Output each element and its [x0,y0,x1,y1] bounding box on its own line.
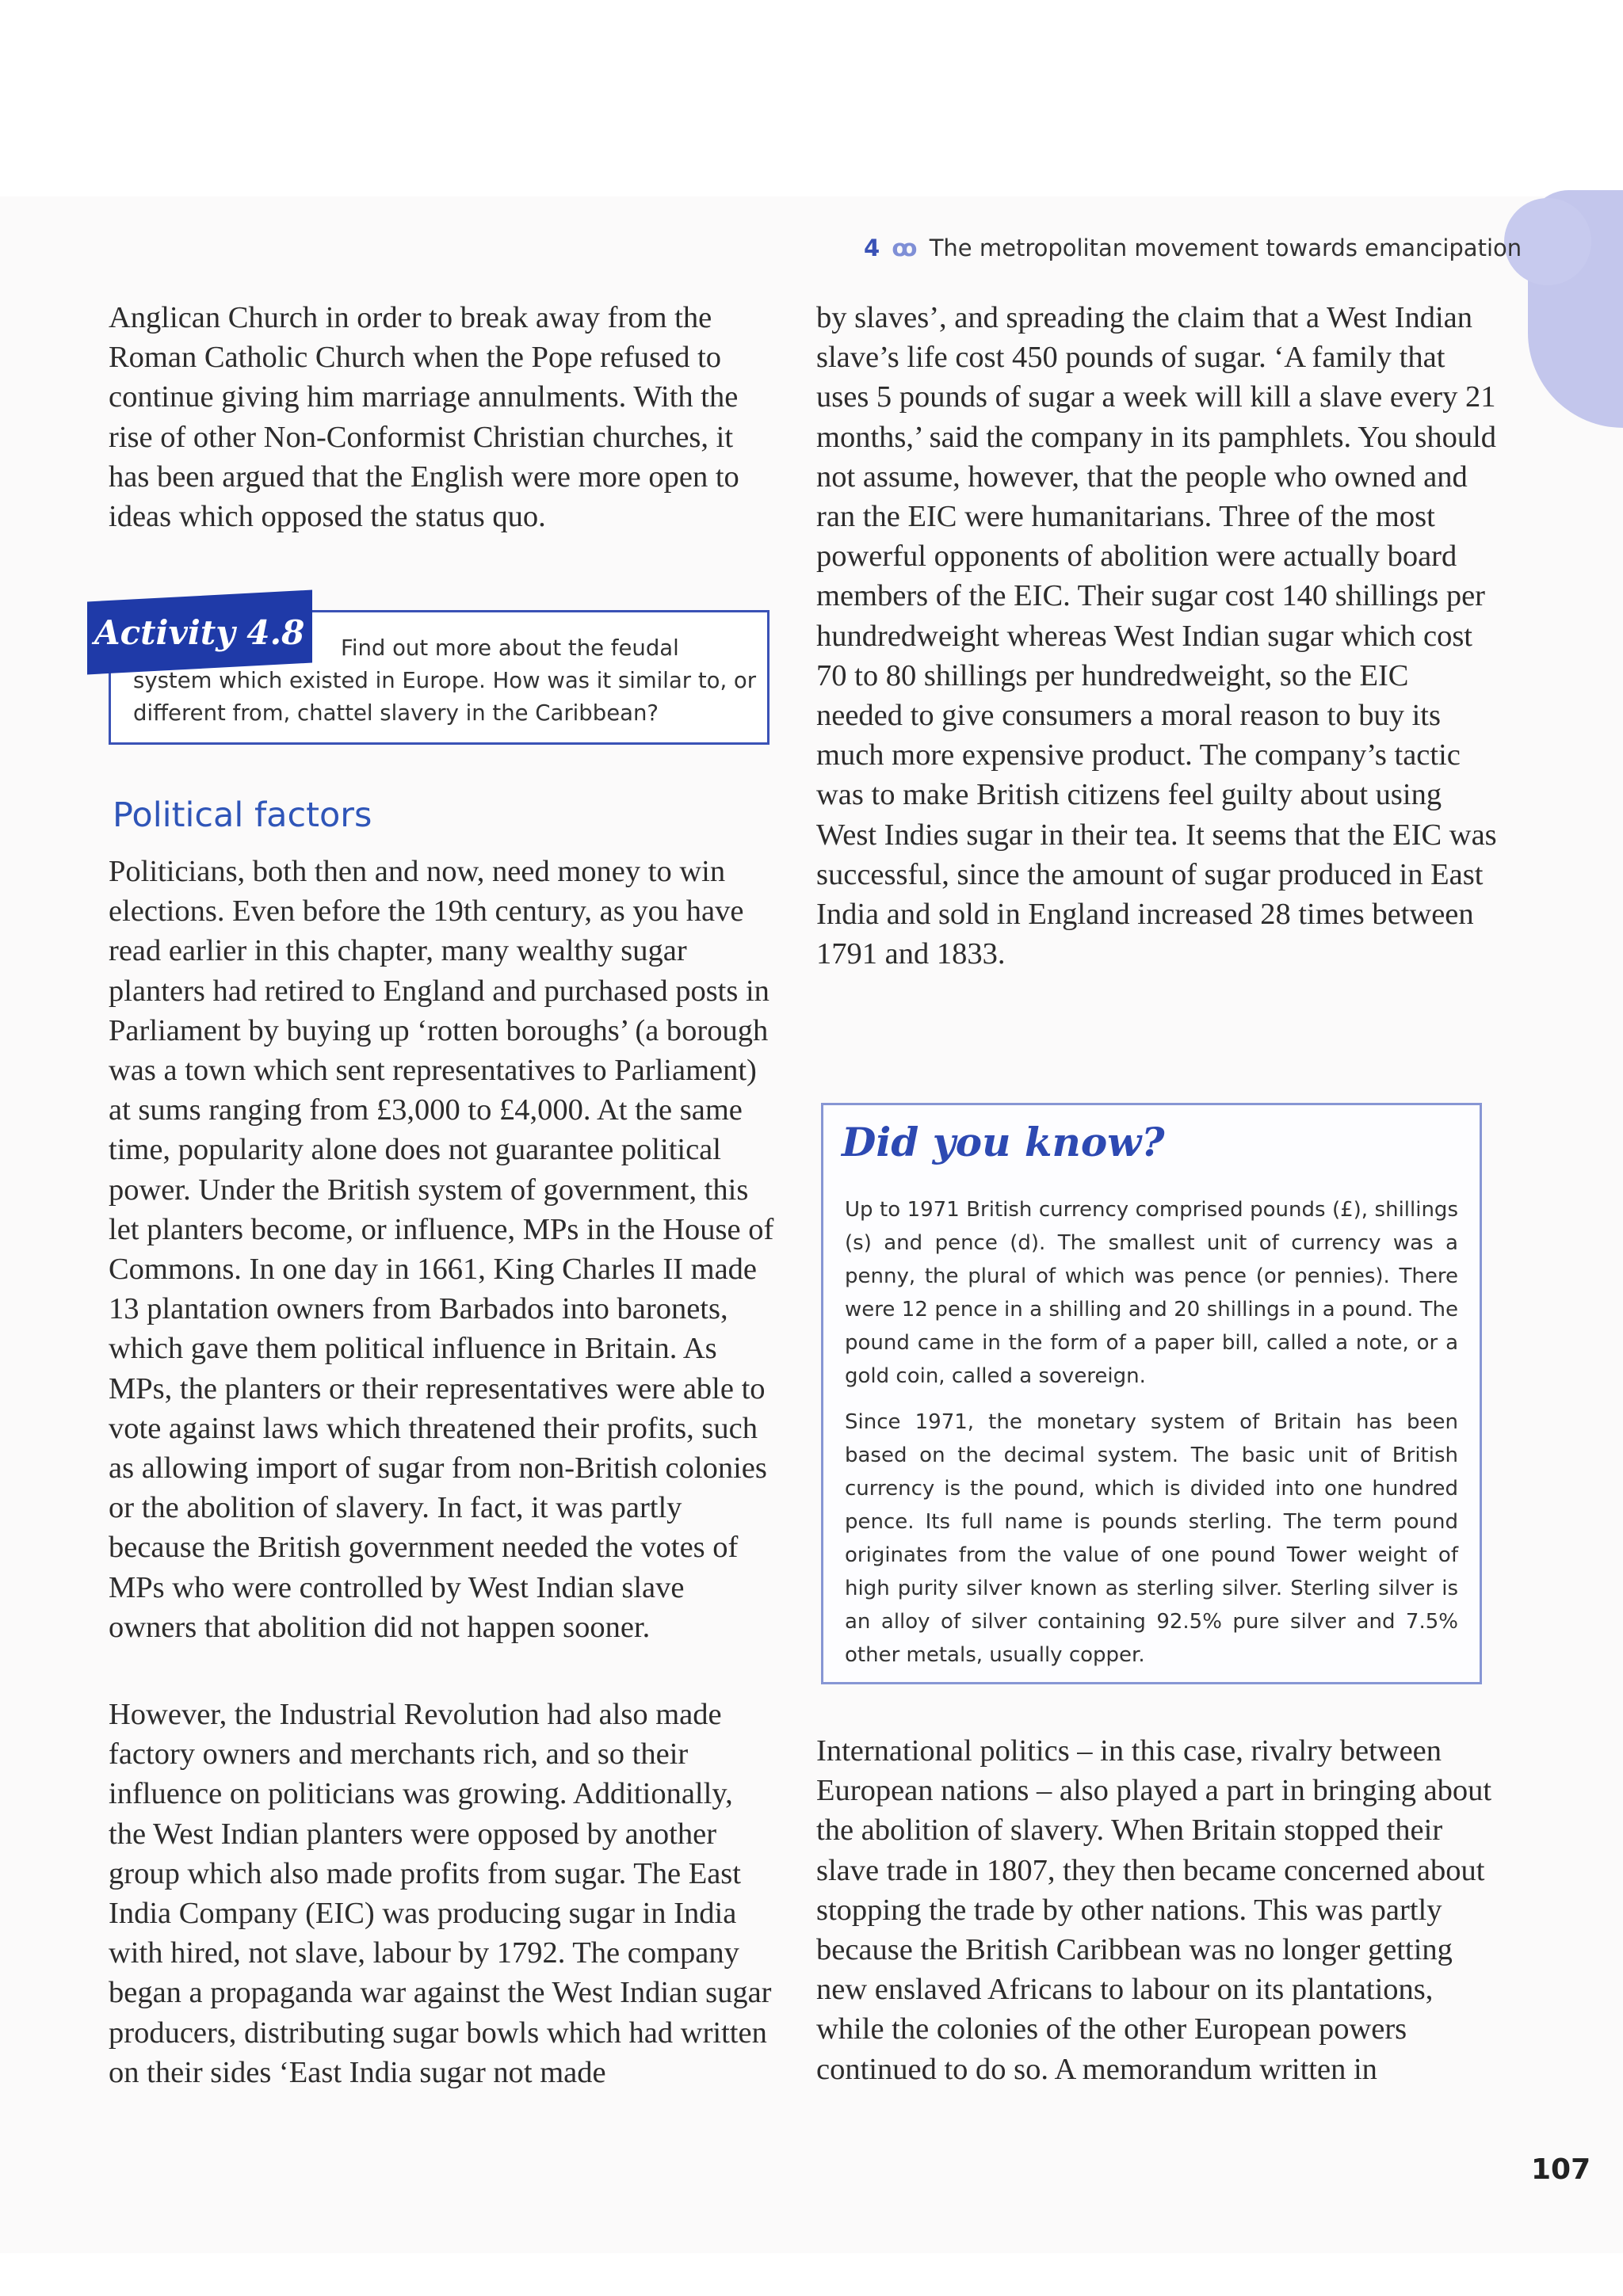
emblem-icon: ꝏ [892,235,918,261]
activity-text [133,632,759,730]
chapter-number: 4 [864,235,880,261]
right-paragraph-1: by slaves’, and spreading the claim that a West Indian slave’s life cost 450 pounds of sugar. ‘A family that uses 5 pounds of sugar a week will kill a slave every 21 months,’ said the company in its pamphlets. You should not assume, however, that the people who owned and ran the EIC were humanitarians. Three of the most powerful opponents of abolition were actually board members of the EIC. Their sugar cost 140 shillings per hundredweight whereas West Indian sugar which cost 70 to 80 shillings per hundredweight, so the EIC needed to give consumers a moral reason to buy its much more expensive product. The company’s tactic was to make British citizens feel guilty about using West Indies sugar in their tea. It seems that the EIC was successful, since the amount of sugar produced in East India and sold in England increased 28 times between 1791 and 1833. [816,301,1497,971]
page-number: 107 [1531,2153,1591,2186]
activity-text-rest: system which existed in Europe. How was it similar to, or different from, chattel slavery in the Caribbean? [133,668,757,726]
chapter-title: The metropolitan movement towards emancipation [929,235,1522,261]
activity-text-first: Find out more about the feudal [341,635,679,661]
did-you-know-paragraph-1: Up to 1971 British currency comprised pounds (£), shillings (s) and pence (d). The smallest unit of currency was a penny, the plural of which was pence (or pennies). There were 12 pence in a shilling and 20 shillings in a pound. The pound came in the form of a paper bill, called a note, or a gold coin, called a sovereign. [845,1198,1458,1388]
running-header [864,235,1522,261]
section-heading: Political factors [113,795,372,835]
did-you-know-title: Did you know? [842,1119,1165,1165]
left-paragraph-3: However, the Industrial Revolution had also made factory owners and merchants rich, and so their influence on politicians was growing. Additionally, the West Indian planters were opposed by another group which also made profits from sugar. The East India Company (EIC) was producing sugar in India with hired, not slave, labour by 1792. The company began a propaganda war against the West Indian sugar producers, distributing sugar bowls which had written on their sides ‘East India sugar not made [109,1698,772,2089]
left-paragraph-2: Politicians, both then and now, need money to win elections. Even before the 19th century, as you have read earlier in this chapter, many wealthy sugar planters had retired to England and purchased posts in Parliament by buying up ‘rotten boroughs’ (a borough was a town which sent representatives to Parliament) at sums ranging from £3,000 to £4,000. At the same time, popularity alone does not guarantee political power. Under the British system of government, this let planters become, or influence, MPs in the House of Commons. In one day in 1661, King Charles II made 13 plantation owners from Barbados into baronets, which gave them political influence in Britain. As MPs, the planters or their representatives were able to vote against laws which threatened their profits, such as allowing import of sugar from non-British colonies or the abolition of slavery. In fact, it was partly because the British government needed the votes of MPs who were controlled by West Indian slave owners that abolition did not happen sooner. [109,855,774,1644]
activity-label: Activity 4.8 [94,612,305,652]
did-you-know-paragraph-2: Since 1971, the monetary system of Britain has been based on the decimal system. The basic unit of British currency is the pound, which is divided into one hundred pence. Its full name is pounds sterling. The term pound originates from the value of one pound Tower weight of high purity silver known as sterling silver. Sterling silver is an alloy of silver containing 92.5% pure silver and 7.5% other metals, usually copper. [845,1410,1458,1667]
right-paragraph-2: International politics – in this case, rivalry between European nations – also played a part in bringing about the abolition of slavery. When Britain stopped their slave trade in 1807, they then became concerned about stopping the trade by other nations. This was partly because the British Caribbean was no longer getting new enslaved Africans to labour on its plantations, while the colonies of the other European powers continued to do so. A memorandum written in [816,1734,1492,2086]
left-paragraph-1: Anglican Church in order to break away from the Roman Catholic Church when the Pope refused to continue giving him marriage annulments. With the rise of other Non-Conformist Christian churches, it has been argued that the English were more open to ideas which opposed the status quo. [109,301,739,534]
